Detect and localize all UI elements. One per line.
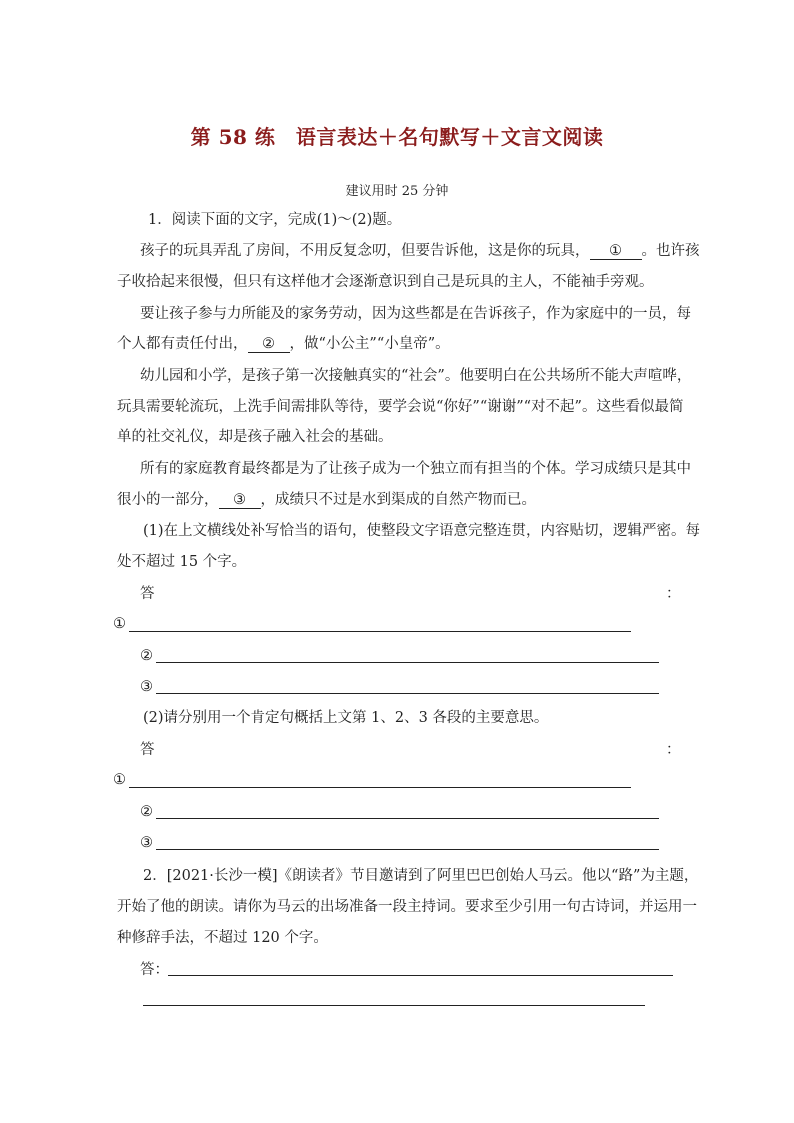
sub1-marker-1: ①	[113, 616, 126, 632]
q2-answer-label: 答：	[140, 962, 169, 978]
q1-p2-line1: 要让孩子参与力所能及的家务劳动，因为这些都是在告诉孩子，作为家庭中的一员，每	[140, 306, 691, 322]
q1-p3-line1: 幼儿园和小学，是孩子第一次接触真实的“社会”。他要明白在公共场所不能大声喧哗，	[140, 368, 692, 384]
q1-p2-text-b: ，做“小公主”“小皇帝”。	[289, 336, 450, 352]
blank-2-marker: ②	[262, 336, 275, 352]
q1-p3-line3: 单的社交礼仪，却是孩子融入社会的基础。	[117, 429, 393, 445]
sub1-marker-3: ③	[140, 679, 153, 695]
blank-2	[248, 336, 290, 353]
sub2-answer-line-3[interactable]	[156, 849, 659, 850]
sub2-answer-line-2[interactable]	[156, 818, 659, 819]
sub1-answer-line-1[interactable]	[129, 631, 631, 632]
sub1-prompt-line2: 处不超过 15 个字。	[117, 554, 247, 570]
q1-p3-line2: 玩具需要轮流玩，上洗手间需排队等待，要学会说“你好”“谢谢”“对不起”。这些看似最简	[117, 399, 684, 415]
sub2-marker-1: ①	[113, 772, 126, 788]
sub2-prompt: (2)请分别用一个肯定句概括上文第 1、2、3 各段的主要意思。	[143, 710, 549, 726]
sub2-answer-line-1[interactable]	[129, 787, 631, 788]
q2-line3: 种修辞手法，不超过 120 个字。	[117, 930, 328, 946]
blank-1-marker: ①	[609, 243, 622, 259]
q1-p1-line2: 子收拾起来很慢，但只有这样他才会逐渐意识到自己是玩具的主人，不能袖手旁观。	[117, 274, 654, 290]
q1-p1-text-b: 。也许孩	[641, 243, 700, 259]
q1-intro: 1．阅读下面的文字，完成(1)～(2)题。	[148, 212, 402, 228]
sub1-marker-2: ②	[140, 648, 153, 664]
q1-p2-text-a: 个人都有责任付出，	[117, 336, 248, 352]
sub1-answer-line-2[interactable]	[156, 662, 659, 663]
q1-p1-text-a: 孩子的玩具弄乱了房间，不用反复念叨，但要告诉他，这是你的玩具，	[140, 243, 590, 259]
blank-3-marker: ③	[233, 492, 246, 508]
sub2-answer-colon: ：	[666, 742, 681, 758]
sub1-answer-line-3[interactable]	[156, 693, 659, 694]
sub1-prompt-line1: (1)在上文横线处补写恰当的语句，使整段文字语意完整连贯，内容贴切，逻辑严密。每	[143, 523, 701, 539]
sub2-marker-3: ③	[140, 835, 153, 851]
q2-answer-line-1[interactable]	[168, 975, 673, 976]
blank-1	[590, 243, 642, 260]
sub1-answer-label: 答	[140, 586, 155, 602]
page-title: 第 58 练 语言表达＋名句默写＋文言文阅读	[190, 125, 604, 149]
sub2-answer-label: 答	[140, 742, 155, 758]
time-hint: 建议用时 25 分钟	[345, 184, 449, 199]
sub1-answer-colon: ：	[666, 586, 681, 602]
q2-line1: 2．[2021·长沙一模]《朗读者》节目邀请到了阿里巴巴创始人马云。他以“路”为主题，	[143, 868, 699, 884]
sub2-marker-2: ②	[140, 804, 153, 820]
blank-3	[219, 492, 261, 509]
q1-p1-line1	[140, 241, 700, 261]
q1-p4-text-a: 很小的一部分，	[117, 492, 219, 508]
q1-p4-line2	[117, 490, 536, 510]
q1-p2-line2	[117, 334, 450, 354]
q2-line2: 开始了他的朗读。请你为马云的出场准备一段主持词。要求至少引用一句古诗词，并运用一	[117, 899, 697, 915]
q1-p4-line1: 所有的家庭教育最终都是为了让孩子成为一个独立而有担当的个体。学习成绩只是其中	[140, 461, 691, 477]
q2-answer-line-2[interactable]	[143, 1005, 645, 1006]
q1-p4-text-b: ，成绩只不过是水到渠成的自然产物而已。	[260, 492, 536, 508]
